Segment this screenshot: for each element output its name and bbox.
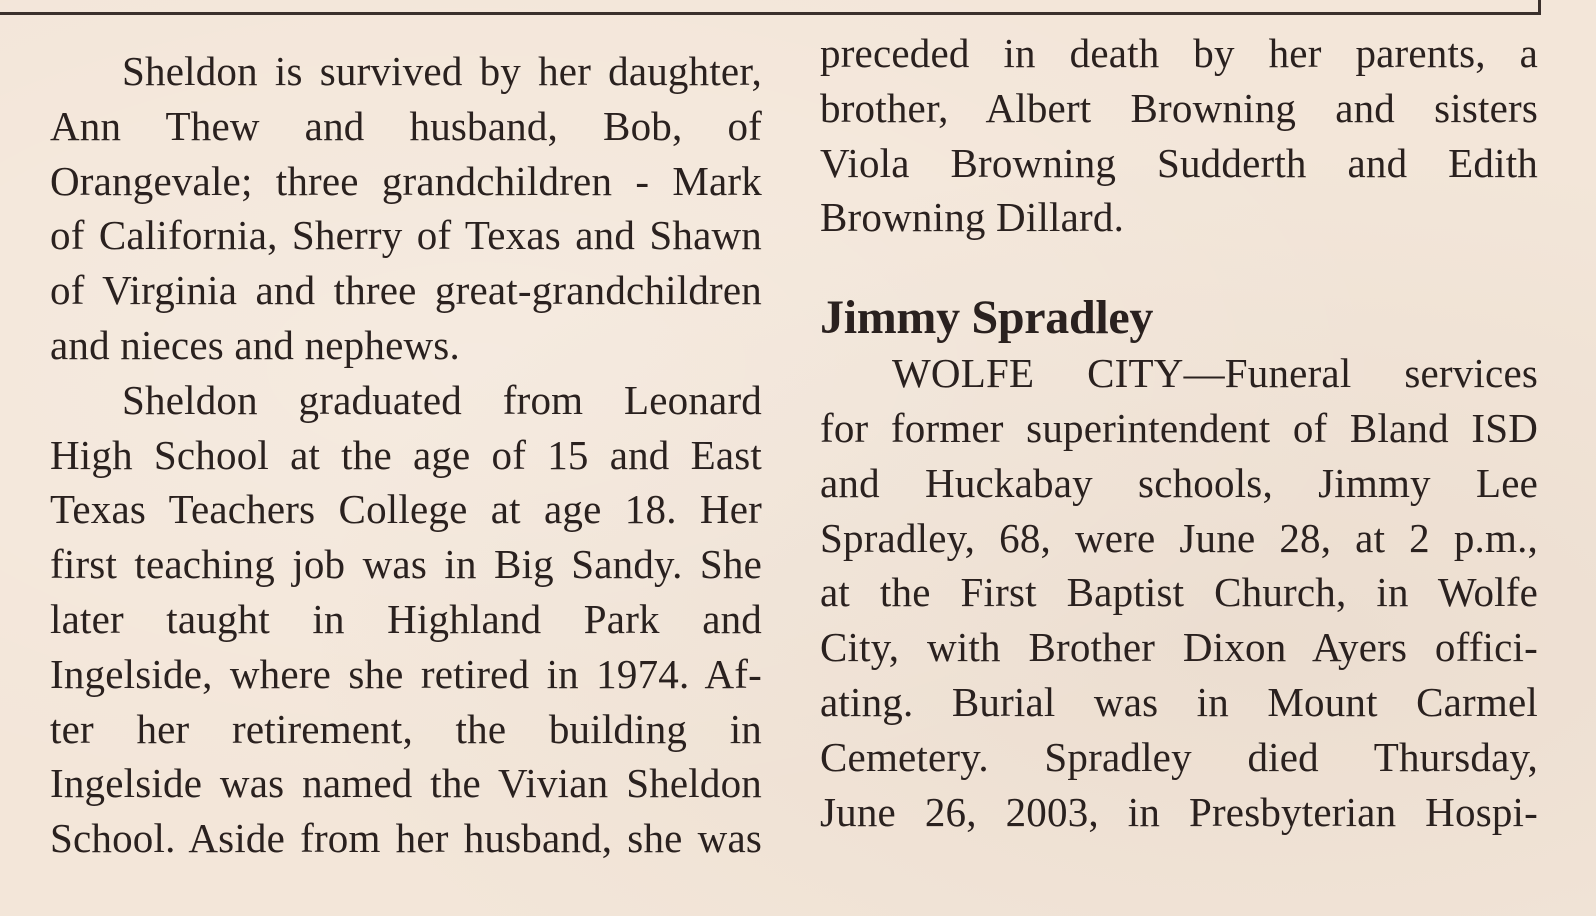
text-line: High School at the age of 15 and East: [50, 431, 762, 478]
text-line: Ingelside, where she retired in 1974. Af-: [50, 650, 762, 697]
left-column: [50, 44, 762, 866]
obituary-paragraph-career: [50, 373, 762, 866]
text-line: Sheldon is survived by her daughter,: [122, 48, 762, 94]
obituary-paragraph-survivors: [50, 44, 762, 373]
text-line: Orangevale; three grandchildren - Mark: [50, 157, 762, 204]
text-line: brother, Albert Browning and sisters: [820, 84, 1538, 131]
obituary-paragraph-spradley: [820, 346, 1538, 839]
text-line: School. Aside from her husband, she was: [50, 815, 762, 862]
top-border-rule: [0, 0, 1541, 15]
text-line: Ann Thew and husband, Bob, of: [50, 102, 762, 149]
text-line: and nieces and nephews.: [50, 321, 460, 368]
right-border-rule: [1538, 0, 1541, 14]
obituary-paragraph-preceded: [820, 26, 1538, 245]
obituary-headline: Jimmy Spradley: [820, 291, 1154, 345]
section-spacer: [820, 245, 1538, 290]
text-line: at the First Baptist Church, in Wolfe: [820, 569, 1538, 616]
text-line: and Huckabay schools, Jimmy Lee: [820, 459, 1538, 506]
text-line: Sheldon graduated from Leonard: [122, 376, 762, 423]
text-line: for former superintendent of Bland ISD: [820, 404, 1538, 451]
text-line: City, with Brother Dixon Ayers offici-: [820, 624, 1538, 671]
text-line: June 26, 2003, in Presbyterian Hospi-: [820, 788, 1538, 835]
text-line: later taught in Highland Park and: [50, 595, 762, 642]
text-line: Ingelside was named the Vivian Sheldon: [50, 760, 762, 807]
text-line: Spradley, 68, were June 28, at 2 p.m.,: [820, 514, 1538, 561]
text-line: ter her retirement, the building in: [50, 705, 762, 752]
text-line: first teaching job was in Big Sandy. She: [50, 541, 762, 588]
text-line: Viola Browning Sudderth and Edith: [820, 139, 1538, 186]
text-line: of California, Sherry of Texas and Shawn: [50, 212, 762, 259]
right-column: [820, 26, 1538, 839]
text-line: preceded in death by her parents, a: [820, 30, 1538, 76]
text-line: Browning Dillard.: [820, 194, 1125, 241]
text-line: WOLFE CITY—Funeral services: [892, 350, 1538, 397]
text-line: Cemetery. Spradley died Thursday,: [820, 733, 1538, 780]
text-line: ating. Burial was in Mount Carmel: [820, 678, 1538, 725]
text-line: Texas Teachers College at age 18. Her: [50, 486, 762, 533]
text-line: of Virginia and three great-grandchildren: [50, 267, 762, 314]
